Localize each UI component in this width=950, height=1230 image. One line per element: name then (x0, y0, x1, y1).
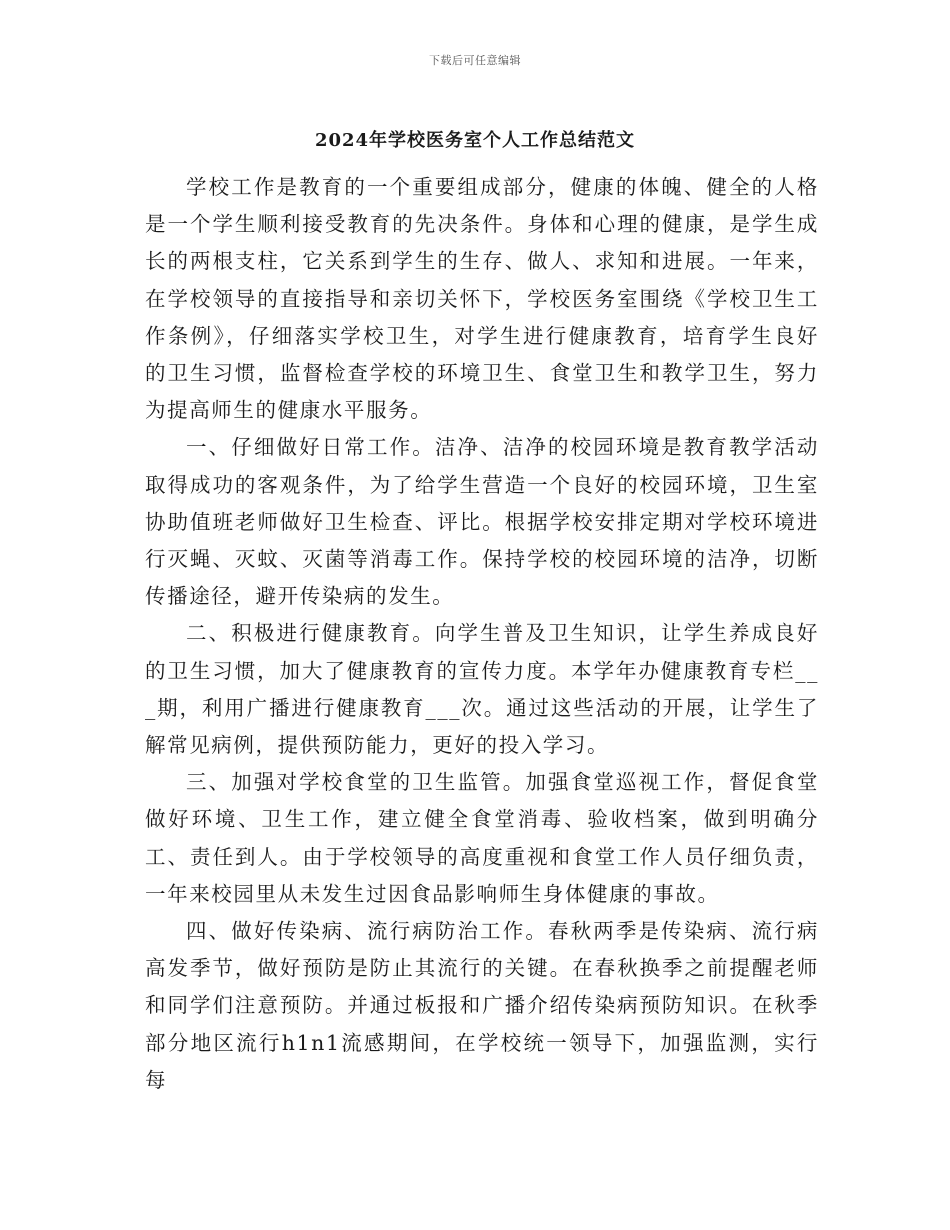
paragraph-disease-prevention: 四、做好传染病、流行病防治工作。春秋两季是传染病、流行病高发季节，做好预防是防止其流行的关键。在春秋换季之前提醒老师和同学们注意预防。并通过板报和广播介绍传染病预防知识。在秋季部分地区流行h1n1流感期间，在学校统一领导下，加强监测，实行每 (145, 919, 819, 1092)
paragraph-intro: 学校工作是教育的一个重要组成部分，健康的体魄、健全的人格是一个学生顺利接受教育的先决条件。身体和心理的健康，是学生成长的两根支柱，它关系到学生的生存、做人、求知和进展。一年来，在学校领导的直接指导和亲切关怀下，学校医务室围绕《学校卫生工作条例》，仔细落实学校卫生，对学生进行健康教育，培育学生良好的卫生习惯，监督检查学校的环境卫生、食堂卫生和教学卫生，努力为提高师生的健康水平服务。 (145, 175, 819, 423)
paragraph-health-education: 二、积极进行健康教育。向学生普及卫生知识，让学生养成良好的卫生习惯，加大了健康教育的宣传力度。本学年办健康教育专栏___期，利用广播进行健康教育___次。通过这些活动的开展，让学生了解常见病例，提供预防能力，更好的投入学习。 (145, 621, 819, 758)
document-title: 2024年学校医务室个人工作总结范文 (314, 130, 636, 151)
header-note: 下载后可任意编辑 (429, 54, 521, 67)
paragraph-daily-work: 一、仔细做好日常工作。洁净、洁净的校园环境是教育教学活动取得成功的客观条件，为了给学生营造一个良好的校园环境，卫生室协助值班老师做好卫生检查、评比。根据学校安排定期对学校环境进行灭蝇、灭蚊、灭菌等消毒工作。保持学校的校园环境的洁净，切断传播途径，避开传染病的发生。 (145, 435, 819, 609)
document-body (145, 169, 819, 1099)
paragraph-canteen-supervision: 三、加强对学校食堂的卫生监管。加强食堂巡视工作，督促食堂做好环境、卫生工作，建立健全食堂消毒、验收档案，做到明确分工、责任到人。由于学校领导的高度重视和食堂工作人员仔细负责，一年来校园里从未发生过因食品影响师生身体健康的事故。 (145, 770, 819, 906)
